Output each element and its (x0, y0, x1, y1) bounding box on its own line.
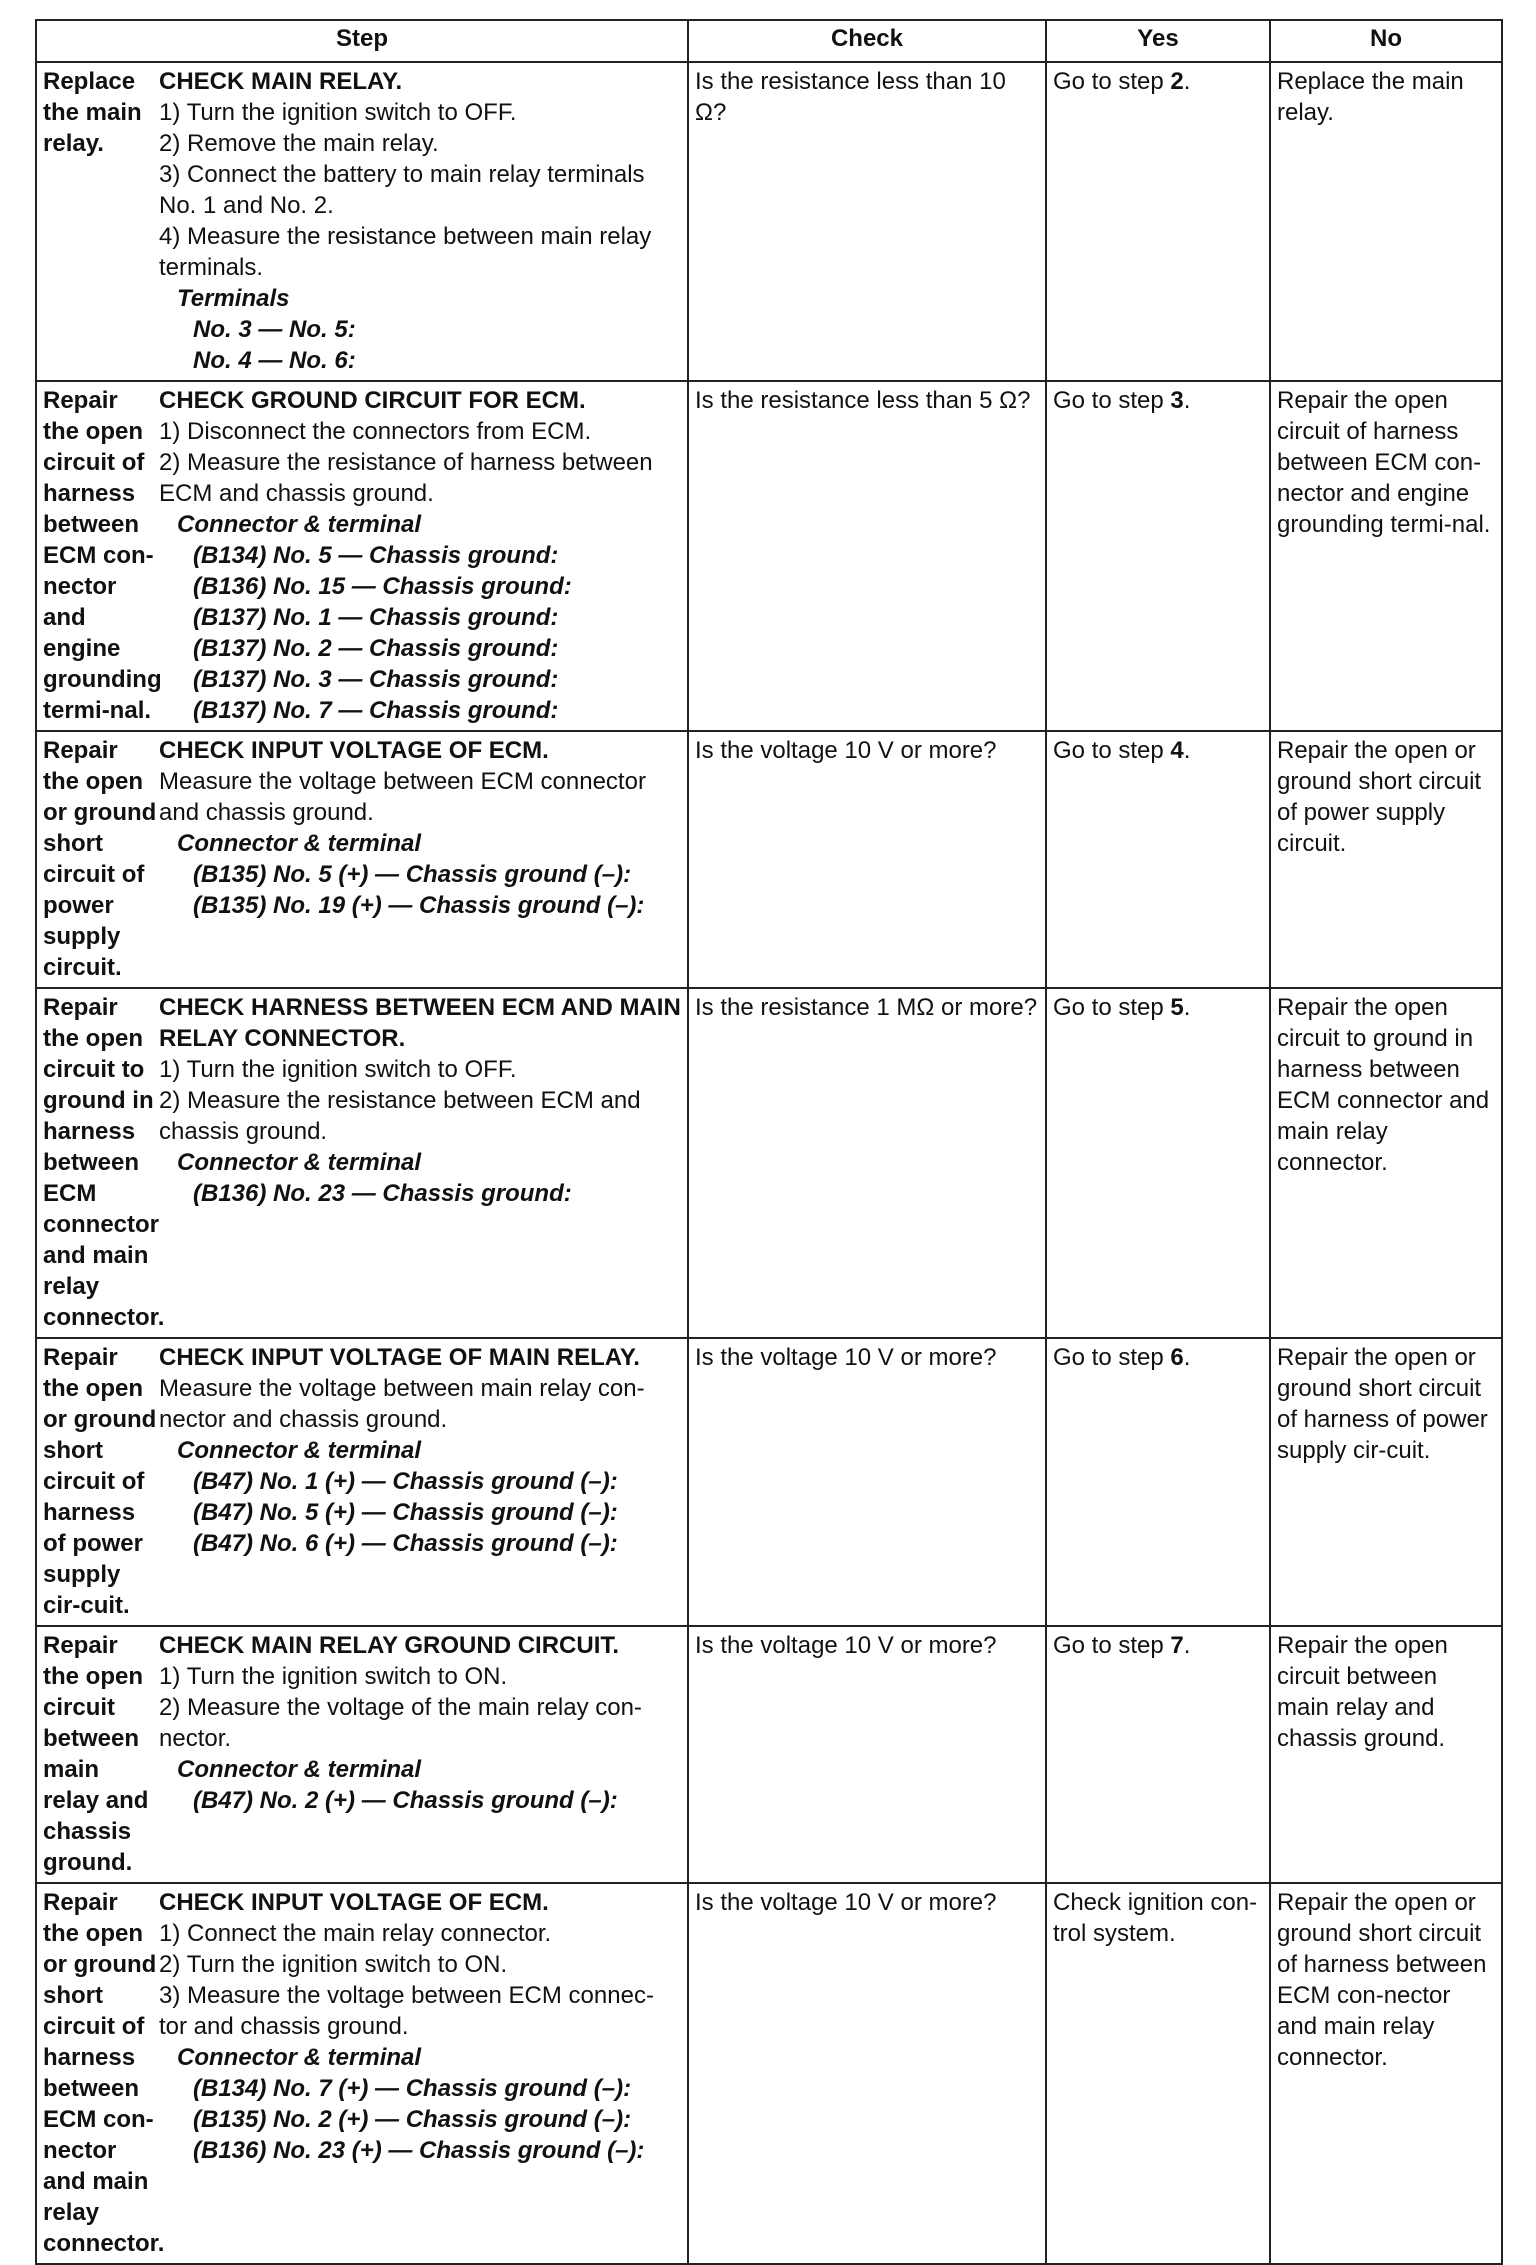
step-instruction: 1) Turn the ignition switch to ON. (159, 1663, 508, 1690)
yes-cell (1046, 1883, 1270, 2264)
check-cell: Is the resistance less than 10 Ω? (688, 62, 1046, 381)
step-title: CHECK INPUT VOLTAGE OF MAIN RELAY. (159, 1344, 640, 1371)
connector-terminal: (B136) No. 23 (+) — Chassis ground (–): (193, 2137, 645, 2164)
yes-text: Go to step (1053, 994, 1171, 1021)
yes-step-number: 7 (1170, 1632, 1184, 1659)
connector-terminal: (B135) No. 2 (+) — Chassis ground (–): (193, 2106, 632, 2133)
no-cell: Repair the open or ground short circuit of power supply circuit. (1270, 731, 1502, 988)
header-yes: Yes (1046, 20, 1270, 62)
check-cell: Is the resistance 1 MΩ or more? (688, 988, 1046, 1338)
table-row (36, 1626, 1502, 1883)
step-instruction: 1) Turn the ignition switch to OFF. (159, 99, 517, 126)
step-instruction: 2) Turn the ignition switch to ON. (159, 1951, 508, 1978)
step-cell (36, 381, 688, 731)
connector-terminal: (B47) No. 1 (+) — Chassis ground (–): (193, 1468, 618, 1495)
check-cell: Is the voltage 10 V or more? (688, 1626, 1046, 1883)
yes-text: Go to step (1053, 68, 1171, 95)
yes-cell (1046, 62, 1270, 381)
yes-text: Go to step (1053, 1344, 1171, 1371)
connector-terminal: (B135) No. 19 (+) — Chassis ground (–): (193, 892, 645, 919)
header-no: No (1270, 20, 1502, 62)
connector-terminal: (B136) No. 15 — Chassis ground: (193, 573, 572, 600)
yes-cell (1046, 1626, 1270, 1883)
yes-suffix: . (1183, 1344, 1191, 1371)
connector-terminal: No. 3 — No. 5: (193, 316, 356, 343)
step-instruction: Measure the voltage between ECM connector and chassis ground. (159, 768, 646, 826)
no-cell: Repair the open circuit between main relay and chassis ground. (1270, 1626, 1502, 1883)
connector-terminal: (B47) No. 6 (+) — Chassis ground (–): (193, 1530, 618, 1557)
no-cell: Repair the open or ground short circuit of harness of power supply cir-cuit. (1270, 1338, 1502, 1626)
step-number: Repair the open circuit between main relay and chassis ground. (43, 1632, 149, 1876)
connector-terminal: (B137) No. 2 — Chassis ground: (193, 635, 559, 662)
connector-terminal: (B47) No. 2 (+) — Chassis ground (–): (193, 1787, 618, 1814)
connector-terminal: (B137) No. 1 — Chassis ground: (193, 604, 559, 631)
step-cell (36, 1338, 688, 1626)
step-instruction: 2) Remove the main relay. (159, 130, 439, 157)
table-row (36, 381, 1502, 731)
step-instruction: 2) Measure the voltage of the main relay con-nector. (159, 1694, 642, 1752)
connector-heading: Connector & terminal (177, 1756, 422, 1783)
connector-heading: Connector & terminal (177, 511, 422, 538)
step-cell (36, 731, 688, 988)
step-instruction: 1) Disconnect the connectors from ECM. (159, 418, 592, 445)
step-instruction: 2) Measure the resistance of harness between ECM and chassis ground. (159, 449, 653, 507)
connector-terminal: (B137) No. 3 — Chassis ground: (193, 666, 559, 693)
yes-cell (1046, 731, 1270, 988)
connector-heading: Connector & terminal (177, 830, 422, 857)
yes-suffix: . (1183, 68, 1191, 95)
connector-heading: Terminals (177, 285, 290, 312)
no-cell: Repair the open or ground short circuit of harness between ECM con-nector and main relay connector. (1270, 1883, 1502, 2264)
yes-step-number: 5 (1170, 994, 1184, 1021)
check-cell: Is the resistance less than 5 Ω? (688, 381, 1046, 731)
step-number: Repair the open or ground short circuit of harness between ECM con-nector and main relay connector. (43, 1889, 165, 2257)
step-number: Repair the open or ground short circuit of power supply circuit. (43, 737, 157, 981)
check-cell: Is the voltage 10 V or more? (688, 1883, 1046, 2264)
yes-step-number: 6 (1170, 1344, 1184, 1371)
step-number: Repair the open circuit to ground in harness between ECM connector and main relay connector. (43, 994, 165, 1331)
step-instruction: 1) Connect the main relay connector. (159, 1920, 552, 1947)
step-title: CHECK INPUT VOLTAGE OF ECM. (159, 737, 549, 764)
connector-terminal: (B134) No. 5 — Chassis ground: (193, 542, 559, 569)
yes-step-number: 3 (1170, 387, 1184, 414)
header-row (36, 20, 1502, 62)
connector-heading: Connector & terminal (177, 2044, 422, 2071)
yes-step-number: 4 (1170, 737, 1184, 764)
step-title: CHECK MAIN RELAY GROUND CIRCUIT. (159, 1632, 620, 1659)
step-cell (36, 1626, 688, 1883)
yes-suffix: . (1183, 994, 1191, 1021)
yes-step-number: 2 (1170, 68, 1184, 95)
connector-terminal: (B135) No. 5 (+) — Chassis ground (–): (193, 861, 632, 888)
step-instruction: 4) Measure the resistance between main relay terminals. (159, 223, 652, 281)
yes-suffix: . (1183, 737, 1191, 764)
step-number: Replace the main relay. (43, 68, 142, 157)
yes-cell (1046, 988, 1270, 1338)
header-check: Check (688, 20, 1046, 62)
table-row (36, 1338, 1502, 1626)
connector-terminal: (B137) No. 7 — Chassis ground: (193, 697, 559, 724)
connector-terminal: (B134) No. 7 (+) — Chassis ground (–): (193, 2075, 632, 2102)
step-number: Repair the open circuit of harness between ECM con-nector and engine grounding termi-nal. (43, 387, 162, 724)
step-instruction: 3) Measure the voltage between ECM connec-tor and chassis ground. (159, 1982, 654, 2040)
yes-text: Check ignition con-trol system. (1053, 1889, 1258, 1947)
step-instruction: 1) Turn the ignition switch to OFF. (159, 1056, 517, 1083)
table-row (36, 1883, 1502, 2264)
connector-heading: Connector & terminal (177, 1437, 422, 1464)
header-step: Step (36, 20, 688, 62)
yes-text: Go to step (1053, 1632, 1171, 1659)
step-instruction: 3) Connect the battery to main relay terminals No. 1 and No. 2. (159, 161, 645, 219)
step-cell (36, 1883, 688, 2264)
table-row (36, 62, 1502, 381)
yes-text: Go to step (1053, 737, 1171, 764)
connector-terminal: No. 4 — No. 6: (193, 347, 356, 374)
step-title: CHECK HARNESS BETWEEN ECM AND MAIN RELAY CONNECTOR. (159, 994, 681, 1052)
yes-text: Go to step (1053, 387, 1171, 414)
step-number: Repair the open or ground short circuit of harness of power supply cir-cuit. (43, 1344, 157, 1619)
table-row (36, 988, 1502, 1338)
yes-cell (1046, 381, 1270, 731)
yes-suffix: . (1183, 387, 1191, 414)
connector-terminal: (B47) No. 5 (+) — Chassis ground (–): (193, 1499, 618, 1526)
no-cell: Repair the open circuit to ground in harness between ECM connector and main relay connector. (1270, 988, 1502, 1338)
no-cell: Repair the open circuit of harness between ECM con-nector and engine grounding termi-nal. (1270, 381, 1502, 731)
step-cell (36, 988, 688, 1338)
check-cell: Is the voltage 10 V or more? (688, 731, 1046, 988)
step-title: CHECK INPUT VOLTAGE OF ECM. (159, 1889, 549, 1916)
connector-heading: Connector & terminal (177, 1149, 422, 1176)
yes-suffix: . (1183, 1632, 1191, 1659)
step-title: CHECK GROUND CIRCUIT FOR ECM. (159, 387, 586, 414)
table-row (36, 731, 1502, 988)
step-instruction: 2) Measure the resistance between ECM and chassis ground. (159, 1087, 641, 1145)
no-cell: Replace the main relay. (1270, 62, 1502, 381)
yes-cell (1046, 1338, 1270, 1626)
table-body (36, 62, 1502, 2264)
check-cell: Is the voltage 10 V or more? (688, 1338, 1046, 1626)
step-title: CHECK MAIN RELAY. (159, 68, 403, 95)
step-cell (36, 62, 688, 381)
diagnostic-table (35, 19, 1503, 2265)
connector-terminal: (B136) No. 23 — Chassis ground: (193, 1180, 572, 1207)
step-instruction: Measure the voltage between main relay con-nector and chassis ground. (159, 1375, 645, 1433)
